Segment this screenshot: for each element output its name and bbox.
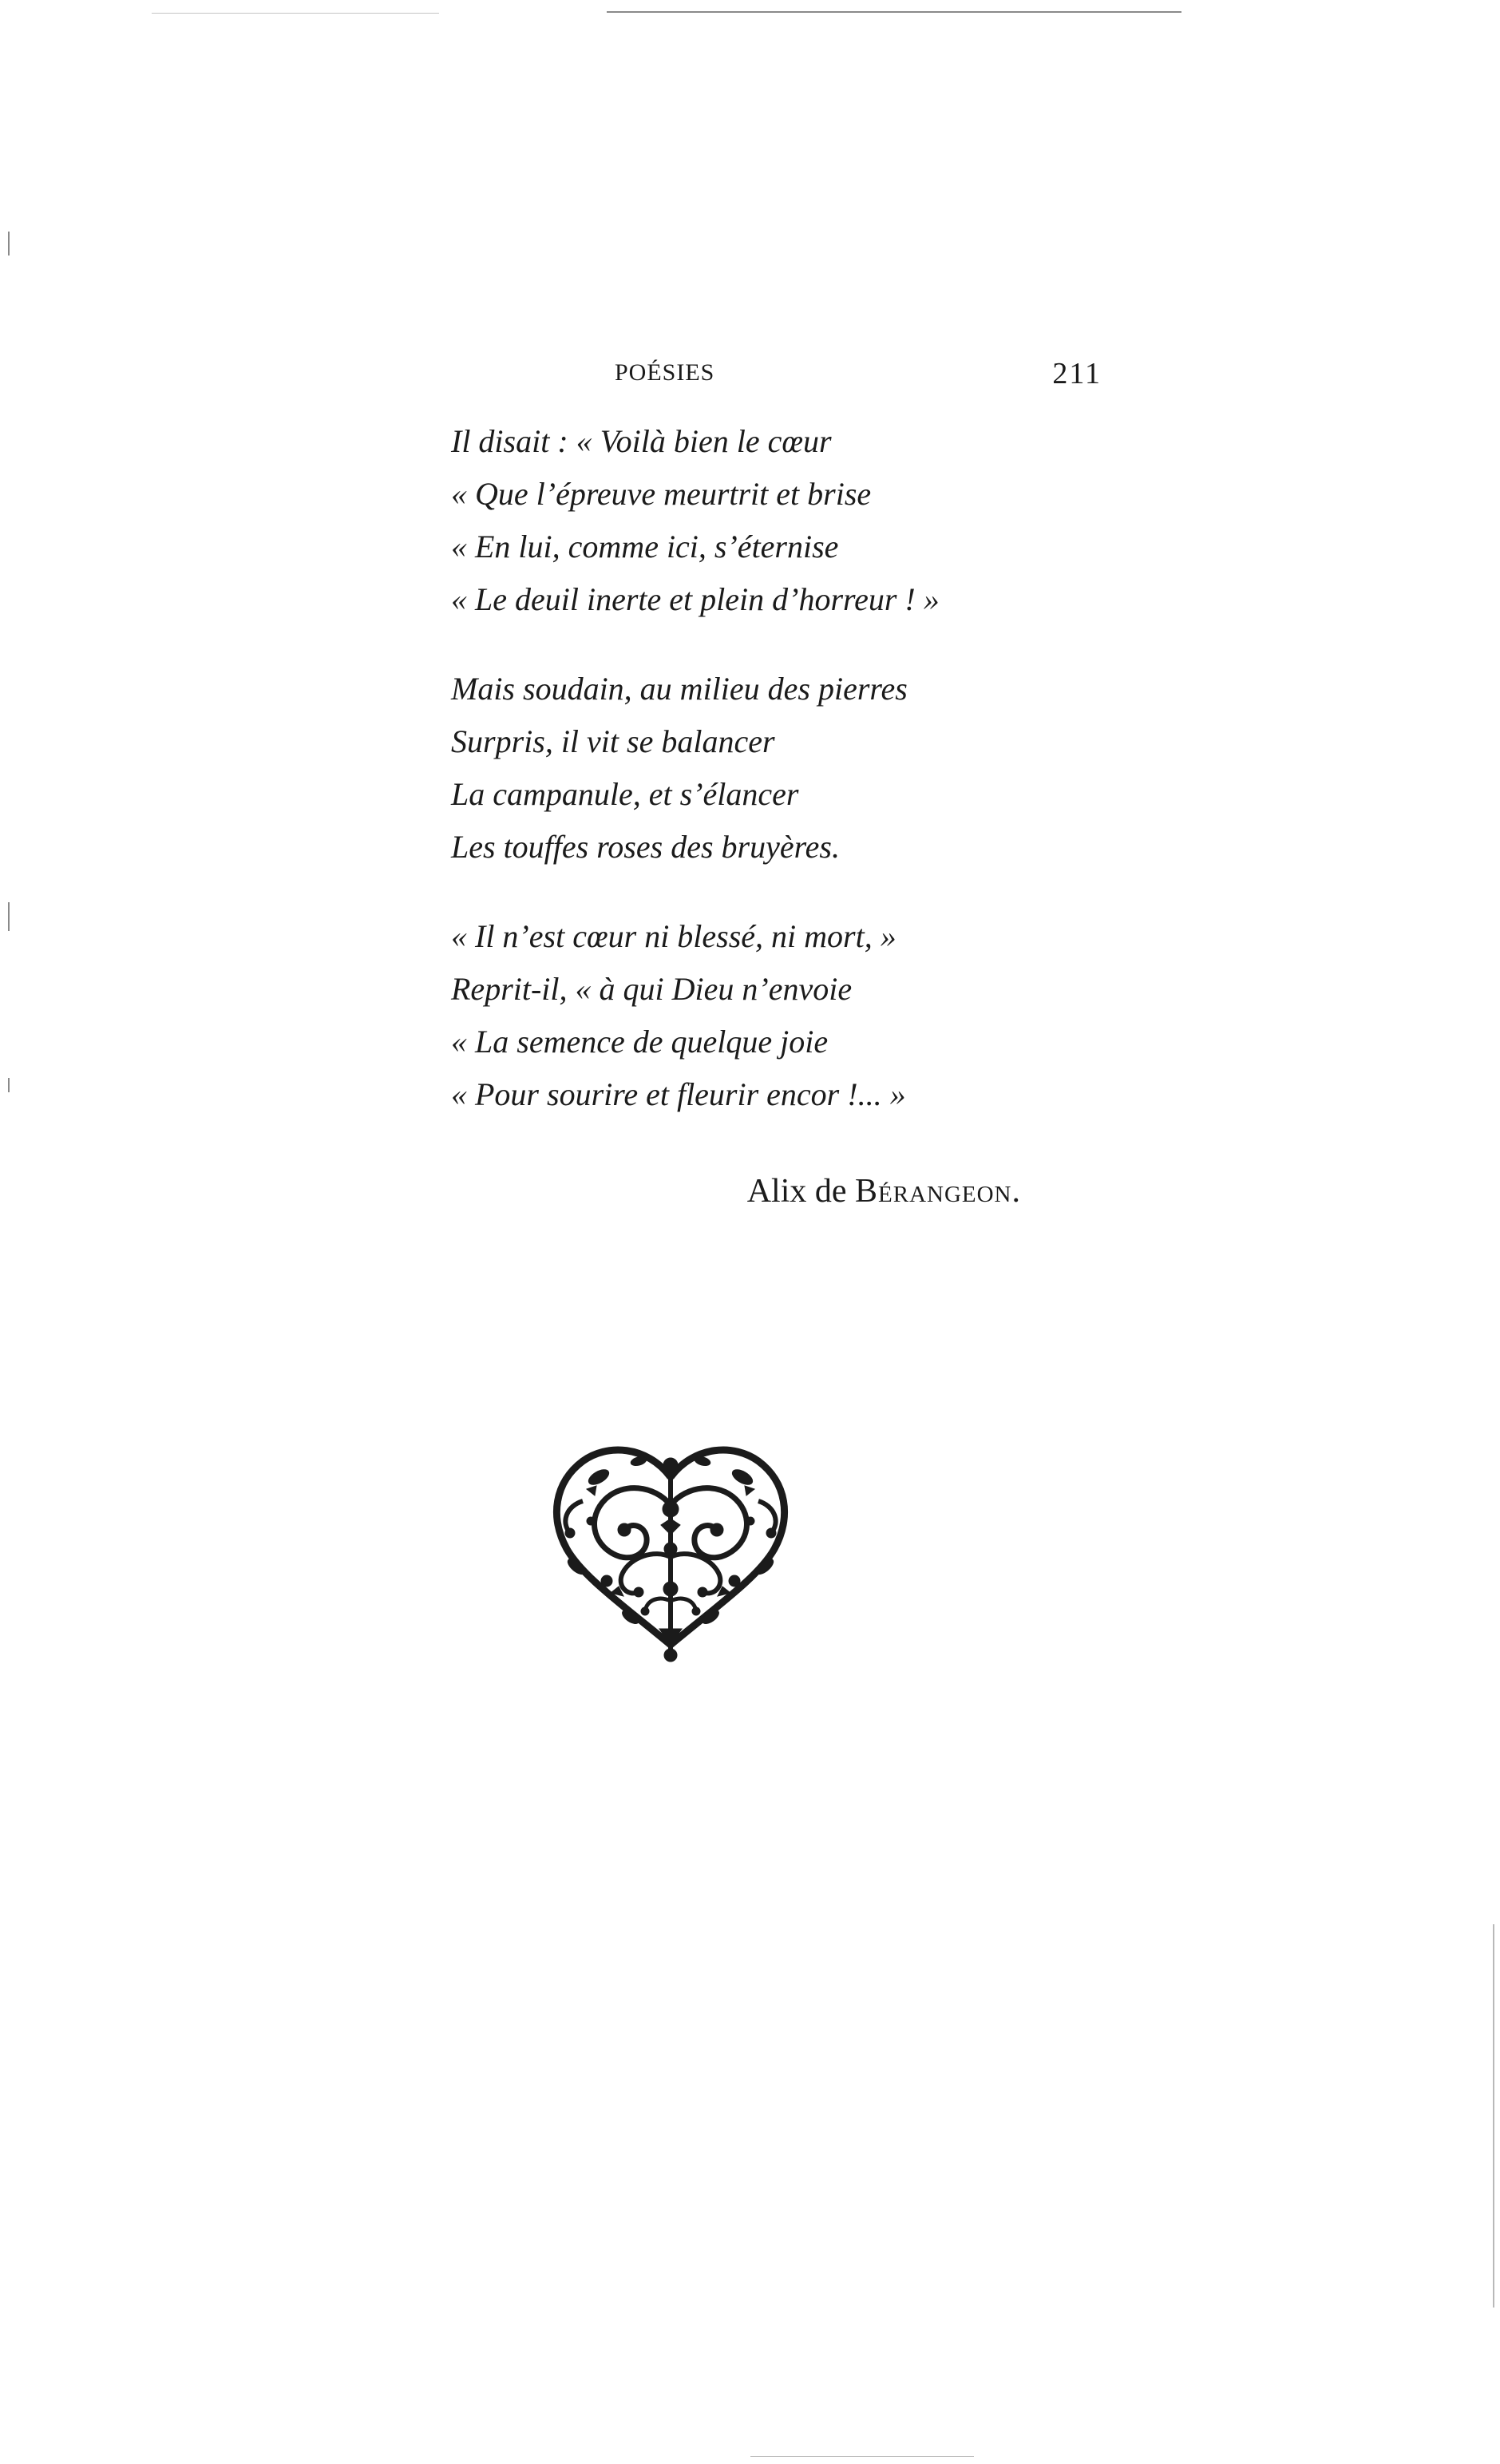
author-prefix: Alix de (746, 1173, 855, 1210)
verse-line: Surpris, il vit se balancer (451, 723, 775, 759)
author-signature (747, 1172, 1021, 1210)
scan-edge-left (8, 232, 10, 256)
verse-line: Il disait : « Voilà bien le cœur (451, 423, 832, 459)
running-title: POÉSIES (615, 359, 715, 386)
stanza-2 (451, 663, 1090, 873)
scan-edge-top-left (152, 13, 439, 14)
stanza-3 (451, 910, 1090, 1121)
author-surname: Bérangeon. (855, 1173, 1021, 1210)
running-head (447, 359, 1102, 399)
verse-line: « Le deuil inerte et plein d’horreur ! » (451, 581, 940, 617)
verse-line: « La semence de quelque joie (451, 1024, 829, 1060)
scan-edge-left-3 (8, 1078, 10, 1092)
scan-edge-left-2 (8, 902, 10, 931)
page-number: 211 (1052, 357, 1102, 390)
scan-edge-top (607, 11, 1181, 13)
scan-edge-bottom (750, 2456, 974, 2457)
verse-line: « En lui, comme ici, s’éternise (451, 529, 839, 565)
verse-line: La campanule, et s’élancer (451, 776, 799, 812)
verse-line: Reprit-il, « à qui Dieu n’envoie (451, 971, 853, 1007)
verse-line: « Il n’est cœur ni blessé, ni mort, » (451, 918, 896, 954)
stanza-1 (451, 415, 1090, 626)
verse-line: « Pour sourire et fleurir encor !... » (451, 1076, 906, 1112)
heart-ornament-icon (511, 1429, 830, 1669)
scan-edge-right (1493, 1924, 1494, 2308)
verse-line: Les touffes roses des bruyères. (451, 829, 840, 865)
verse-line: Mais soudain, au milieu des pierres (451, 671, 908, 707)
verse-line: « Que l’épreuve meurtrit et brise (451, 476, 872, 512)
